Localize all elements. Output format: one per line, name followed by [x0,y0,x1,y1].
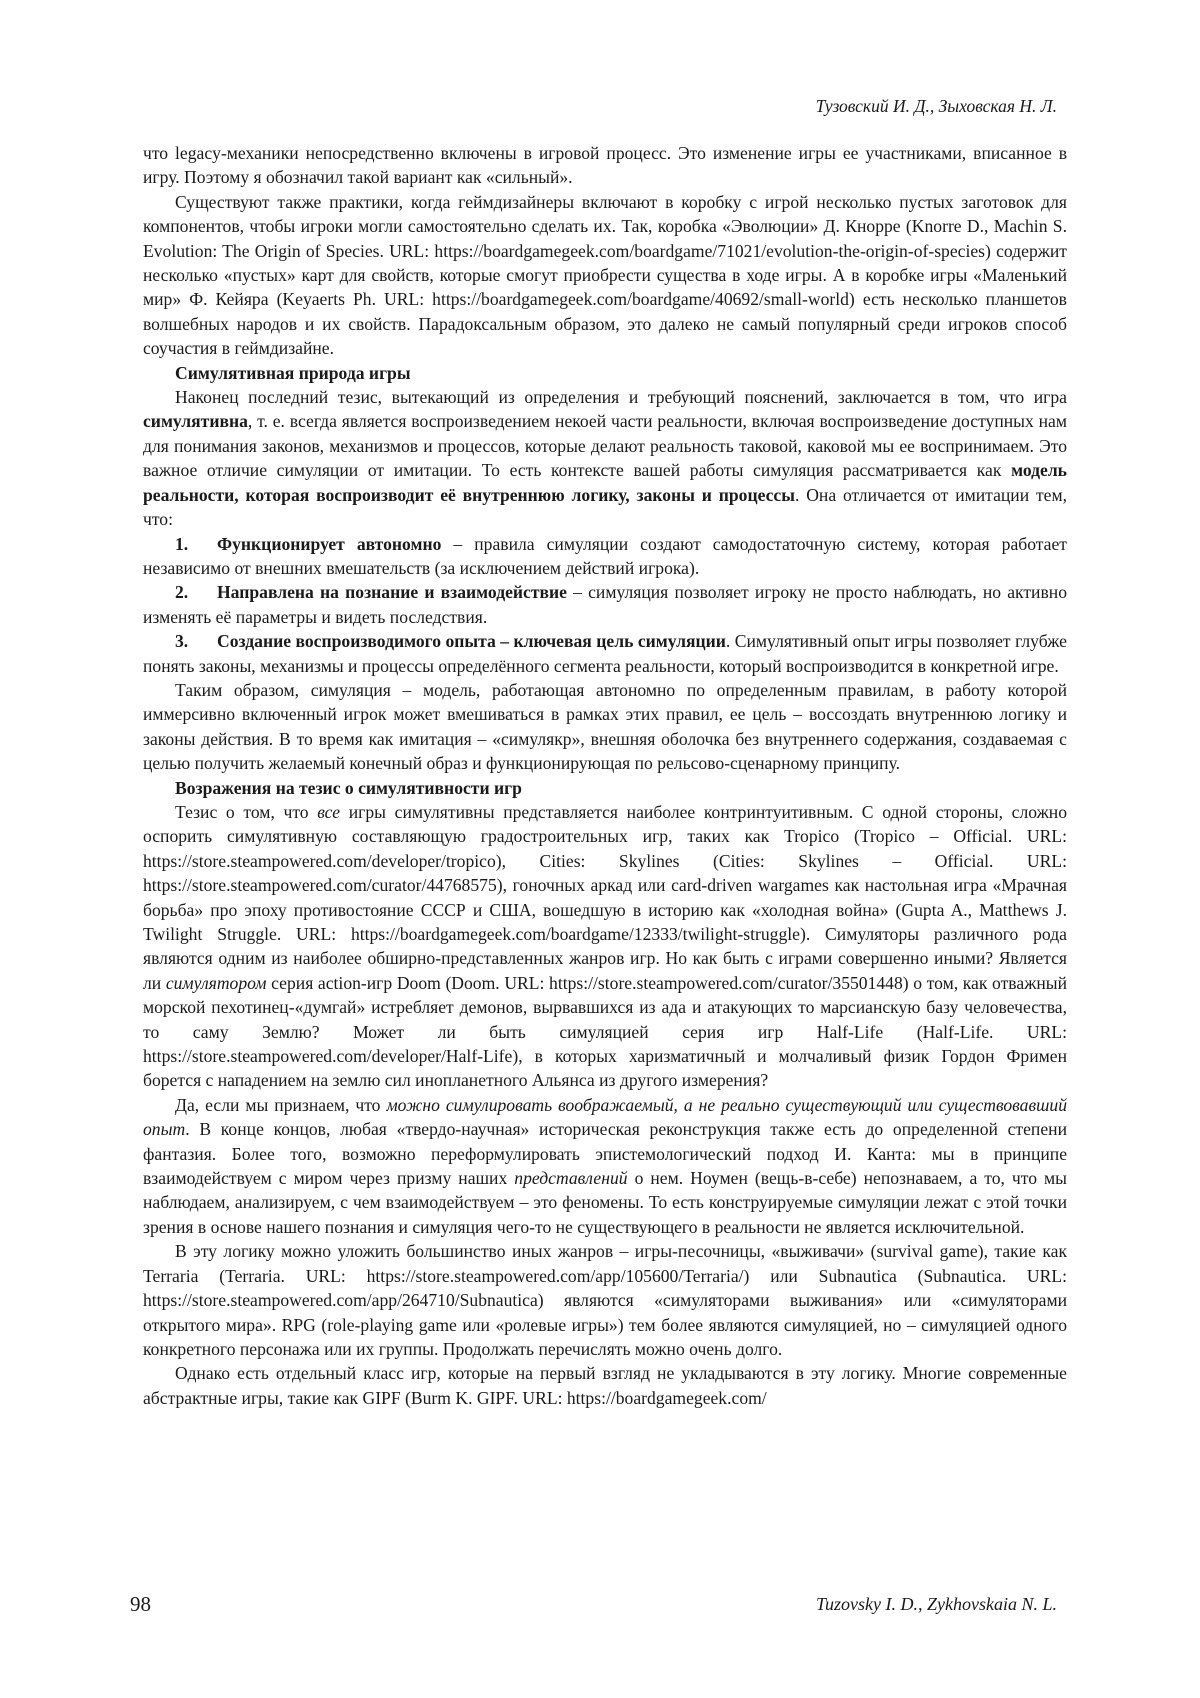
paragraph: Да, если мы признаем, что можно симулировать воображаемый, а не реально существующий или существовавший опыт. В конце концов, любая «твердо-научная» историческая реконструкция также есть до определенной степени фантазия. Более того, возможно переформулировать эпистемологический подход И. Канта: мы в принципе взаимодействуем с миром через призму наших представлений о нем. Ноумен (вещь-в-себе) непознаваем, а то, что мы наблюдаем, анализируем, с чем взаимодействуем – это феномены. То есть конструируемые симуляции лежат с этой точки зрения в основе нашего познания и симуляция чего-то не существующего в реальности не является исключительной. [143,1094,1068,1237]
paragraph: Наконец последний тезис, вытекающий из определения и требующий пояснений, заключается в том, что игра симулятивна, т. е. всегда является воспроизведением некоей части реальности, включая воспроизведение доступных нам для понимания законов, механизмов и процессов, которые делают реальность таковой, каковой мы ее воспринимаем. Это важное отличие симуляции от имитации. То есть контексте вашей работы симуляция рассматривается как модель реальности, которая воспроизводит её внутреннюю логику, законы и процессы. Она отличается от имитации тем, что: [143,387,1067,530]
bold-definition: модель реальности, которая воспроизводит её внутреннюю логику, законы и процессы [143,460,1067,505]
footer-authors: Tuzovsky I. D., Zykhovskaia N. L. [816,1594,1057,1614]
list-number: 1. [175,533,189,554]
list-item: 2. Направлена на познание и взаимодействие – симуляция позволяет игроку не просто наблюдать, но активно изменять её параметры и видеть последствия. [143,582,1067,627]
section-heading: Возражения на тезис о симулятивности игр [175,777,522,798]
paragraph: Тезис о том, что все игры симулятивны представляется наиболее контринтуитивным. С одной стороны, сложно оспорить симулятивную составляющую градостроительных игр, таких как Tropico (Tropico – Official. URL: https://store.steampowered.com/developer/tropico), Cities: Skylines (Cities: Skylines – Official. URL: https://store.steampowered.com/curator/44768575), гоночных аркад или card-driven wargames как настольная игра «Мрачная борьба» про эпоху противостояние СССР и США, вошедшую в историю как «холодная война» (Gupta A., Matthews J. Twilight Struggle. URL: https://boardgamegeek.com/boardgame/12333/twilight-struggle). Симуляторы различного рода являются одним из наиболее обширно-представленных жанров игр. Но как быть с играми совершенно иными? Является ли симулятором серия action-игр Doom (Doom. URL: https://store.steampowered.com/curator/35501448) о том, как отважный морской пехотинец-«думгай» истребляет демонов, вырвавшихся из ада и атакующих то марсианскую базу человечества, то саму Землю? Может ли быть симуляцией серия игр Half-Life (Half-Life. URL: https://store.steampowered.com/developer/Half-Life), в которых харизматичный и молчаливый физик Гордон Фримен борется с нападением на землю сил инопланетного Альянса из другого измерения? [143,801,1067,1091]
list-number: 2. [175,582,189,603]
page-number: 98 [130,1592,151,1616]
paragraph: Таким образом, симуляция – модель, работающая автономно по определенным правилам, в работу которой иммерсивно включенный игрок может вмешиваться в рамках этих правил, ее цель – воссоздать внутреннюю логику и законы действия. В то время как имитация – «симулякр», внешняя оболочка без внутреннего содержания, создаваемая с целью получить желаемый конечный образ и функционирующая по рельсово-сценарному принципу. [143,679,1067,774]
paragraph: Существуют также практики, когда геймдизайнеры включают в коробку с игрой несколько пустых заготовок для компонентов, чтобы игроки могли самостоятельно сделать их. Так, коробка «Эволюции» Д. Кнорре (Knorre D., Machin S. Evolution: The Origin of Species. URL: https://boardgamegeek.com/boardgame/71021/evolution-the-origin-of-species) содержит несколько «пустых» карт для свойств, которые смогут приобрести существа в ходе игры. А в коробке игры «Маленький мир» Ф. Кейяра (Keyaerts Ph. URL: https://boardgamegeek.com/boardgame/40692/small-world) есть несколько планшетов волшебных народов и их свойств. Парадоксальным образом, это далеко не самый популярный среди игроков способ соучастия в геймдизайне. [143,191,1067,359]
list-number: 3. [175,631,189,652]
running-head-authors: Тузовский И. Д., Зыховская Н. Л. [815,96,1057,116]
paragraph: Однако есть отдельный класс игр, которые на первый взгляд не укладываются в эту логику. Многие современные абстрактные игры, такие как GIPF (Burm K. GIPF. URL: https://boardgamegeek.com/ [143,1363,1067,1408]
bold-term: симулятивна [143,411,248,432]
list-item: 1. Функционирует автономно – правила симуляции создают самодостаточную систему, которая работает независимо от внешних вмешательств (за исключением действий игрока). [143,533,1067,578]
list-item: 3. Создание воспроизводимого опыта – ключевая цель симуляции. Симулятивный опыт игры позволяет глубже понять законы, механизмы и процессы определённого сегмента реальности, который воспроизводится в конкретной игре. [143,631,1067,676]
paragraph: В эту логику можно уложить большинство иных жанров – игры-песочницы, «выживачи» (survival game), такие как Terraria (Terraria. URL: https://store.steampowered.com/app/105600/Terraria/) или Subnautica (Subnautica. URL: https://store.steampowered.com/app/264710/Subnautica) являются «симуляторами выживания» или «симуляторами открытого мира». RPG (role-playing game или «ролевые игры») тем более являются симуляцией, но – симуляцией одного конкретного персонажа или их группы. Продолжать перечислять можно очень долго. [143,1241,1067,1359]
section-heading: Симулятивная природа игры [175,362,411,383]
paragraph: что legacy-механики непосредственно включены в игровой процесс. Это изменение игры ее участниками, вписанное в игру. Поэтому я обозначил такой вариант как «сильный». [143,143,1067,188]
article-body [143,141,1067,1410]
